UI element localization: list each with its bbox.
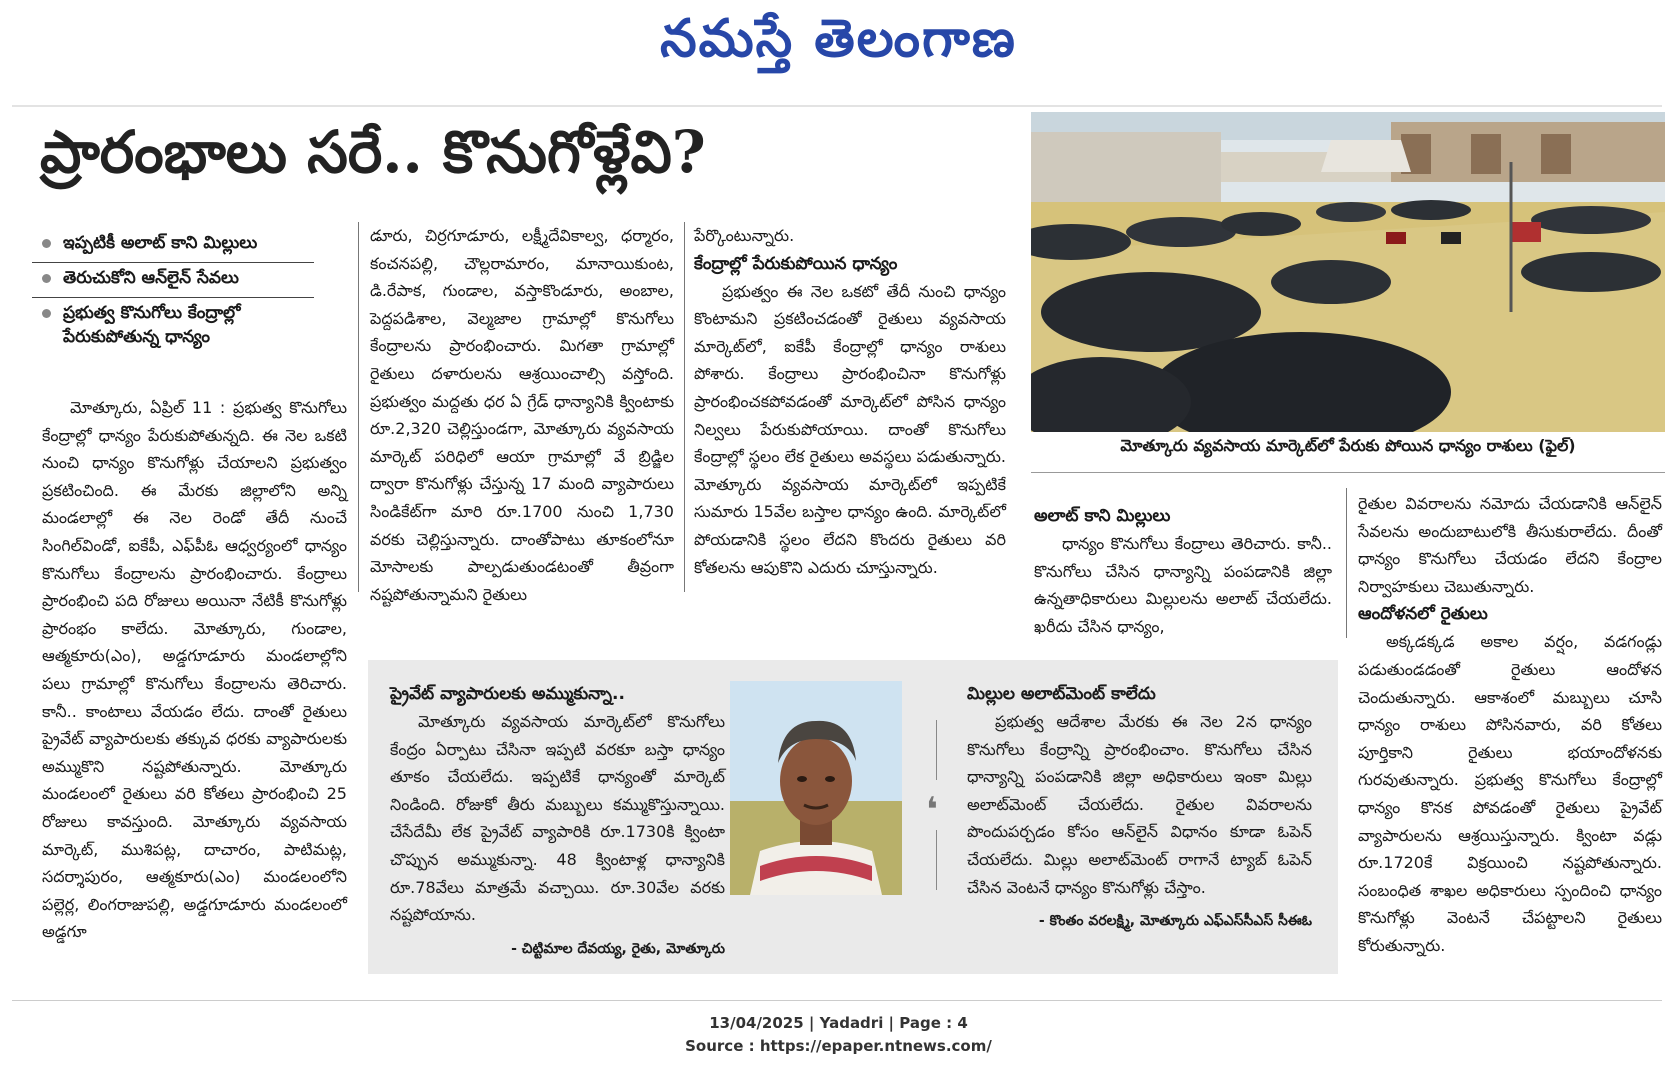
quote-paragraph: ప్రభుత్వ ఆదేశాల మేరకు ఈ నెల 2న ధాన్యం కొనుగోలు కేంద్రాన్ని ప్రారంభించాం. కొనుగోలు చేసిన ధాన్యాన్ని పంపడానికి జిల్లా అధికారులు ఇంకా మిల్లు అలాట్‌మెంట్ చేయలేదు. రైతుల వివరాలను పొందుపర్చడం కోసం ఆన్‌లైన్ విధానం కూడా ఓపెన్ చేయలేదు. మిల్లు అలాట్‌మెంట్ రాగానే ట్యాబ్ ఓపెన్ చేసిన వెంటనే ధాన్యం కొనుగోళ్లు చేస్తాం. <box>967 712 1312 897</box>
masthead-logo: నమస్తే తెలంగాణ <box>660 8 1017 69</box>
bullet-item <box>32 228 314 263</box>
body-paragraph: ధాన్యం కొనుగోలు కేంద్రాలు తెరిచారు. కానీ.. కొనుగోలు చేసిన ధాన్యాన్ని పంపడానికి జిల్లా ఉన్నతాధికారులు మిల్లులను అలాట్ చేయలేదు. ఖరీదు చేసిన ధాన్యం, <box>1034 534 1332 636</box>
bullet-dot-icon <box>42 274 51 283</box>
quote-paragraph: మోత్కూరు వ్యవసాయ మార్కెట్‌లో కొనుగోలు కేంద్రం ఏర్పాటు చేసినా ఇప్పటి వరకూ బస్తా ధాన్యం తూకం చేయలేదు. ఇప్పటికే ధాన్యంతో మార్కెట్ నిండింది. రోజుకో తీరు మబ్బులు కమ్ముకొస్తున్నాయి. చేసేదేమీ లేక ప్రైవేట్ వ్యాపారికి రూ.1730కి క్వింటా చొప్పున అమ్ముకున్నా. 48 క్వింటాళ్ల ధాన్యానికి రూ.78వేలు మాత్రమే వచ్చాయి. రూ.30వేల వరకు నష్టపోయాను. <box>390 712 725 925</box>
bullet-item <box>32 263 314 298</box>
headline: ప్రారంభాలు సరే.. కొనుగోళ్లేవి? <box>40 118 706 186</box>
article-column-1 <box>42 394 347 946</box>
subheading: మిల్లుల అలాట్‌మెంట్ కాలేదు <box>967 684 1156 704</box>
body-paragraph: అక్కడక్కడ అకాల వర్షం, వడగండ్లు పడుతుండడంతో రైతులు ఆందోళన చెందుతున్నారు. ఆకాశంలో మబ్బులు చూసి ధాన్యం రాశులు పోసినవారు, వరి కోతలు పూర్తికాని రైతులు భయాందోళనకు గురవుతున్నారు. ప్రభుత్వ కొనుగోలు కేంద్రాల్లో ధాన్యం కొనక పోవడంతో రైతులు ప్రైవేట్ వ్యాపారులను ఆశ్రయిస్తున్నారు. క్వింటా వడ్లు రూ.1720కే విక్రయించి నష్టపోతున్నారు. సంబంధిత శాఖల అధికారులు స్పందించి ధాన్యం కొనుగోళ్లు వెంటనే చేపట్టాలని రైతులు కోరుతున్నారు. <box>1358 632 1662 955</box>
photo-caption: మోత్కూరు వ్యవసాయ మార్కెట్‌లో పేరుకు పోయిన ధాన్యం రాశులు (ఫైల్) <box>1120 436 1576 455</box>
article-column-4 <box>1034 502 1332 640</box>
bullet-text: ప్రభుత్వ కొనుగోలు కేంద్రాల్లో పేరుకుపోతున్న ధాన్యం <box>63 303 241 347</box>
bullet-dot-icon <box>42 239 51 248</box>
article-column-2 <box>370 222 674 608</box>
footer <box>0 1012 1677 1058</box>
market-photo <box>1031 112 1665 432</box>
quote-signature: - కొంతం వరలక్ష్మి, మోత్కూరు ఎఫ్ఎస్‌సీఎస్ సీఈఓ <box>1038 913 1312 930</box>
footer-divider <box>12 1000 1662 1001</box>
caption-divider <box>1031 472 1665 473</box>
body-paragraph: ప్రభుత్వం ఈ నెల ఒకటో తేదీ నుంచి ధాన్యం కొంటామని ప్రకటించడంతో రైతులు వ్యవసాయ మార్కెట్‌లో, ఐకేపీ కేంద్రాల్లో ధాన్యం రాశులు పోశారు. కేంద్రాలు ప్రారంభించినా కొనుగోళ్లు ప్రారంభించకపోవడంతో మార్కెట్‌లో పోసిన ధాన్యం నిల్వలు పేరుకుపోయాయి. దాంతో కొనుగోలు కేంద్రాల్లో స్థలం లేక రైతులు అవస్థలు పడుతున్నారు. మోత్కూరు వ్యవసాయ మార్కెట్‌లో ఇప్పటికే సుమారు 15వేల బస్తాల ధాన్యం ఉంది. మార్కెట్‌లో పోయడానికి స్థలం లేదని కొందరు రైతులు వరి కోతలను ఆపుకొని ఎదురు చూస్తున్నారు. <box>694 281 1006 577</box>
official-quote <box>967 680 1312 931</box>
column-divider <box>684 222 685 592</box>
source-link[interactable]: Source : https://epaper.ntnews.com/ <box>685 1037 992 1055</box>
subheading: అలాట్ కాని మిల్లులు <box>1034 506 1171 526</box>
farmer-quote <box>390 680 725 959</box>
column-divider <box>358 222 359 592</box>
column-divider <box>1346 488 1347 638</box>
masthead-divider <box>12 105 1662 107</box>
body-paragraph: పేర్కొంటున్నారు. <box>694 226 795 245</box>
bullet-text: తెరుచుకోని ఆన్‌లైన్ సేవలు <box>63 268 239 288</box>
quote-divider <box>936 830 937 890</box>
subheading: ఆందోళనలో రైతులు <box>1358 604 1488 625</box>
subheading: ప్రైవేట్ వ్యాపారులకు అమ్ముకున్నా.. <box>390 684 625 704</box>
quote-mark-icon: ❛ <box>926 790 938 830</box>
bullet-list <box>32 228 314 356</box>
body-paragraph: రైతుల వివరాలను నమోదు చేయడానికి ఆన్‌లైన్ సేవలను అందుబాటులోకి తీసుకురాలేదు. దీంతో ధాన్యం కొనుగోలు చేయడం లేదని కేంద్రాల నిర్వాహకులు చెబుతున్నారు. <box>1358 494 1662 596</box>
article-column-5 <box>1358 490 1662 960</box>
bullet-text: ఇప్పటికీ అలాట్ కాని మిల్లులు <box>63 233 258 253</box>
bullet-dot-icon <box>42 309 51 318</box>
edition-info: 13/04/2025 | Yadadri | Page : 4 <box>709 1014 968 1032</box>
subheading: కేంద్రాల్లో పేరుకుపోయిన ధాన్యం <box>694 253 898 274</box>
body-paragraph: మోత్కూరు, ఏప్రిల్ 11 : ప్రభుత్వ కొనుగోలు కేంద్రాల్లో ధాన్యం పేరుకుపోతున్నది. ఈ నెల ఒకటి నుంచి ధాన్యం కొనుగోళ్లు చేయాలని ప్రభుత్వం ప్రకటించింది. ఈ మేరకు జిల్లాలోని అన్ని మండలాల్లో ఈ నెల రెండో తేదీ నుంచే సింగిల్‌విండో, ఐకేపీ, ఎఫ్‌పీఓ ఆధ్వర్యంలో ధాన్యం కొనుగోలు కేంద్రాలను ప్రారంభించారు. కేంద్రాలు ప్రారంభించి పది రోజులు అయినా నేటికీ కొనుగోళ్లు ప్రారంభం కాలేదు. మోత్కూరు, గుండాల, ఆత్మకూరు(ఎం), అడ్డగూడూరు మండలాల్లోని పలు గ్రామాల్లో కొనుగోలు కేంద్రాలను తెరిచారు. కానీ.. కాంటాలు వేయడం లేదు. దాంతో రైతులు ప్రైవేట్ వ్యాపారులకు తక్కువ ధరకు వ్యాపారులకు అమ్ముకొని నష్టపోతున్నారు. మోత్కూరు మండలంలో రైతులు వరి కోతలు ప్రారంభించి 25 రోజులు కావస్తుంది. మోత్కూరు వ్యవసాయ మార్కెట్, ముశిపట్ల, దాచారం, పాటిమట్ల, సదర్శాపురం, ఆత్మకూరు(ఎం) మండలంలోని పల్లెర్ల, లింగరాజుపల్లి, అడ్డగూడూరు మండలంలో అడ్డగూ <box>42 398 347 942</box>
bullet-item <box>32 298 314 356</box>
quote-divider <box>936 720 937 780</box>
article-column-3 <box>694 222 1006 581</box>
body-paragraph: డూరు, చిర్రగూడూరు, లక్ష్మీదేవికాల్వ, ధర్మారం, కంచనపల్లి, చౌల్లరామారం, మానాయికుంట, డి.రేపాక, గుండాల, వస్తాకొండూరు, అంబాల, పెద్దపడిశాల, వెల్మజాల గ్రామాల్లో కొనుగోలు కేంద్రాలను ప్రారంభించారు. మిగతా గ్రామాల్లో రైతులు దళారులను ఆశ్రయించాల్సి వస్తోంది. ప్రభుత్వం మద్దతు ధర ఏ గ్రేడ్ ధాన్యానికి క్వింటాకు రూ.2,320 చెల్లిస్తుండగా, మోత్కూరు వ్యవసాయ మార్కెట్ పరిధిలో ఆయా గ్రామాల్లో వే బ్రిడ్జిల ద్వారా కొనుగోళ్లు చేస్తున్న 17 మంది వ్యాపారులు సిండికేట్‌గా మారి రూ.1700 నుంచి 1,730 వరకు చెల్లిస్తున్నారు. దాంతోపాటు తూకంలోనూ మోసాలకు పాల్పడుతుండటంతో తీవ్రంగా నష్టపోతున్నామని రైతులు <box>370 226 674 604</box>
quote-signature: - చిట్టిమాల దేవయ్య, రైతు, మోత్కూరు <box>511 940 725 957</box>
farmer-portrait <box>730 681 902 895</box>
